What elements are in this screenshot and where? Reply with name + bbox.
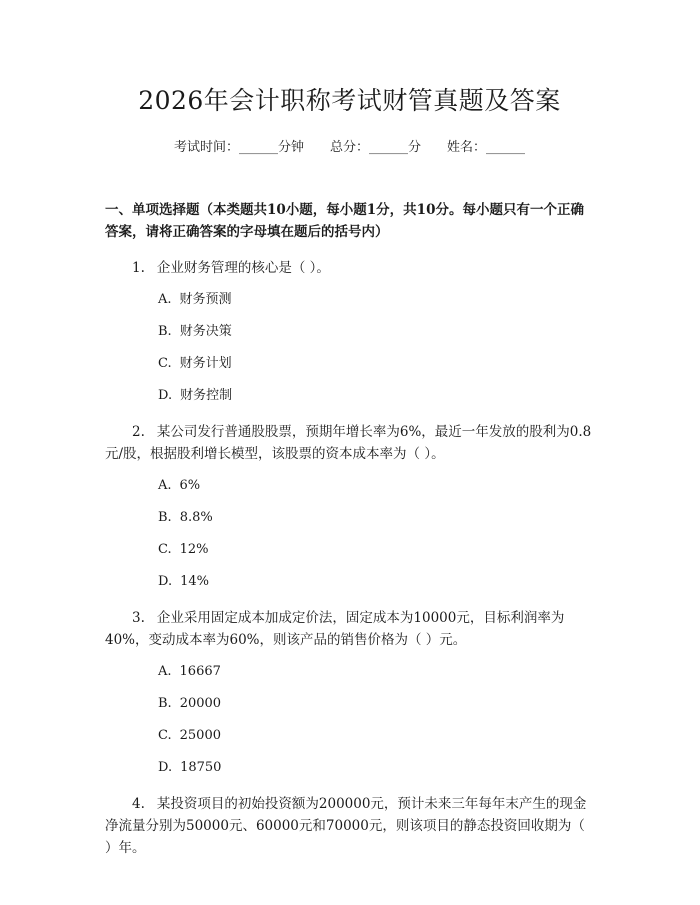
option-c: C. 财务计划 [158,356,232,371]
option-a: A. 16667 [158,664,221,679]
question-text: 企业采用固定成本加成定价法，固定成本为10000元，目标利润率为40%，变动成本率为60%，则该产品的销售价格为（ ）元。 [105,610,565,648]
option-list [105,475,594,593]
option-a: A. 6% [158,478,201,493]
question-number: 3. [132,610,145,626]
question-stem [105,793,594,859]
question-3 [105,607,594,779]
question-4 [105,793,594,859]
option-c: C. 25000 [158,728,221,743]
question-stem [105,607,594,651]
option-d: D. 财务控制 [158,388,233,403]
question-stem [105,257,594,279]
exam-time-unit: 分钟 [277,140,304,155]
question-text: 企业财务管理的核心是（ ）。 [156,260,330,276]
option-b: B. 20000 [158,696,222,711]
option-d: D. 14% [158,574,209,589]
question-1 [105,257,594,407]
question-text: 某公司发行普通股股票，预期年增长率为6%，最近一年发放的股利为0.8元/股，根据股利增长模型，该股票的资本成本率为（ ）。 [105,424,592,462]
total-score-unit: 分 [408,140,422,155]
exam-info-line [105,139,594,157]
option-c: C. 12% [158,542,209,557]
section-heading-single-choice: 一、单项选择题（本类题共10小题，每小题1分，共10分。每小题只有一个正确答案，请将正确答案的字母填在题后的括号内） [105,202,584,240]
option-b: B. 8.8% [158,510,213,525]
option-d: D. 18750 [158,760,222,775]
option-b: B. 财务决策 [158,324,232,339]
exam-time-label: 考试时间： [173,140,239,155]
question-text: 某投资项目的初始投资额为200000元，预计未来三年每年末产生的现金净流量分别为50000元、60000元和70000元，则该项目的静态投资回收期为（ ）年。 [105,796,587,856]
option-list [105,289,594,407]
document-title: 2026年会计职称考试财管真题及答案 [138,86,561,115]
option-list [105,661,594,779]
question-number: 4. [132,796,145,812]
name-label: 姓名： [447,140,487,155]
total-score-label: 总分： [329,140,369,155]
question-number: 2. [132,424,145,440]
question-stem [105,421,594,465]
total-score-blank: ______ [369,140,408,155]
question-2 [105,421,594,593]
option-a: A. 财务预测 [158,292,232,307]
question-number: 1. [132,260,145,276]
name-blank: ______ [486,140,526,155]
exam-time-blank: ______ [238,140,278,155]
